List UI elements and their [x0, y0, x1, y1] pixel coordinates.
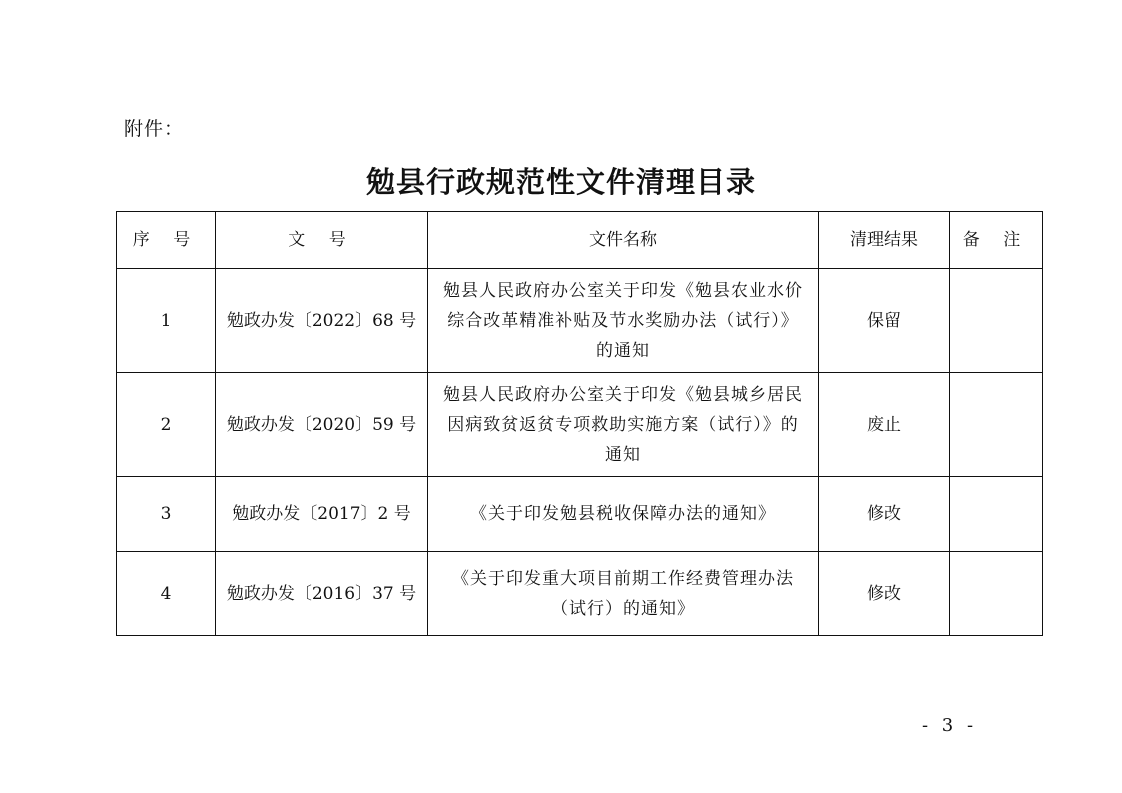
cell-remark: [950, 269, 1043, 373]
file-name-line: 《关于印发勉县税收保障办法的通知》: [470, 504, 776, 524]
attachment-label: 附件：: [124, 118, 185, 140]
header-file-name: 文件名称: [428, 212, 819, 269]
file-name-line: 勉县人民政府办公室关于印发《勉县农业水价: [443, 280, 803, 301]
file-name-line: 通知: [605, 444, 641, 465]
cell-seq: 3: [117, 477, 216, 552]
cell-result: 修改: [819, 477, 950, 552]
cell-remark: [950, 373, 1043, 477]
cell-file-name: [428, 477, 819, 552]
cell-doc-number: 勉政办发〔2020〕59 号: [216, 373, 428, 477]
table-row: [117, 552, 1043, 636]
header-result: 清理结果: [819, 212, 950, 269]
file-name-line: 的通知: [596, 340, 650, 361]
table-row: [117, 477, 1043, 552]
file-name-line: （试行）的通知》: [551, 598, 695, 619]
file-name-line: 因病致贫返贫专项救助实施方案（试行）》的: [447, 414, 799, 435]
cell-result: 废止: [819, 373, 950, 477]
file-name-line: 勉县人民政府办公室关于印发《勉县城乡居民: [443, 384, 803, 405]
cell-doc-number: 勉政办发〔2017〕2 号: [216, 477, 428, 552]
page-number: - 3 -: [922, 715, 978, 736]
cell-doc-number: 勉政办发〔2022〕68 号: [216, 269, 428, 373]
header-doc-number: 文 号: [216, 212, 428, 269]
cell-file-name: [428, 552, 819, 636]
header-remark: 备 注: [950, 212, 1043, 269]
cell-seq: 2: [117, 373, 216, 477]
cell-remark: [950, 552, 1043, 636]
cell-result: 保留: [819, 269, 950, 373]
file-name-line: 综合改革精准补贴及节水奖励办法（试行）》: [447, 310, 799, 331]
table-row: [117, 373, 1043, 477]
cell-file-name: [428, 269, 819, 373]
cell-seq: 4: [117, 552, 216, 636]
cell-doc-number: 勉政办发〔2016〕37 号: [216, 552, 428, 636]
cell-remark: [950, 477, 1043, 552]
table-row: [117, 269, 1043, 373]
document-title: 勉县行政规范性文件清理目录: [365, 165, 756, 199]
file-name-line: 《关于印发重大项目前期工作经费管理办法: [452, 568, 794, 589]
header-seq: 序 号: [117, 212, 216, 269]
cell-seq: 1: [117, 269, 216, 373]
cell-file-name: [428, 373, 819, 477]
catalog-table: [116, 211, 1043, 636]
cell-result: 修改: [819, 552, 950, 636]
table-header-row: [117, 212, 1043, 269]
